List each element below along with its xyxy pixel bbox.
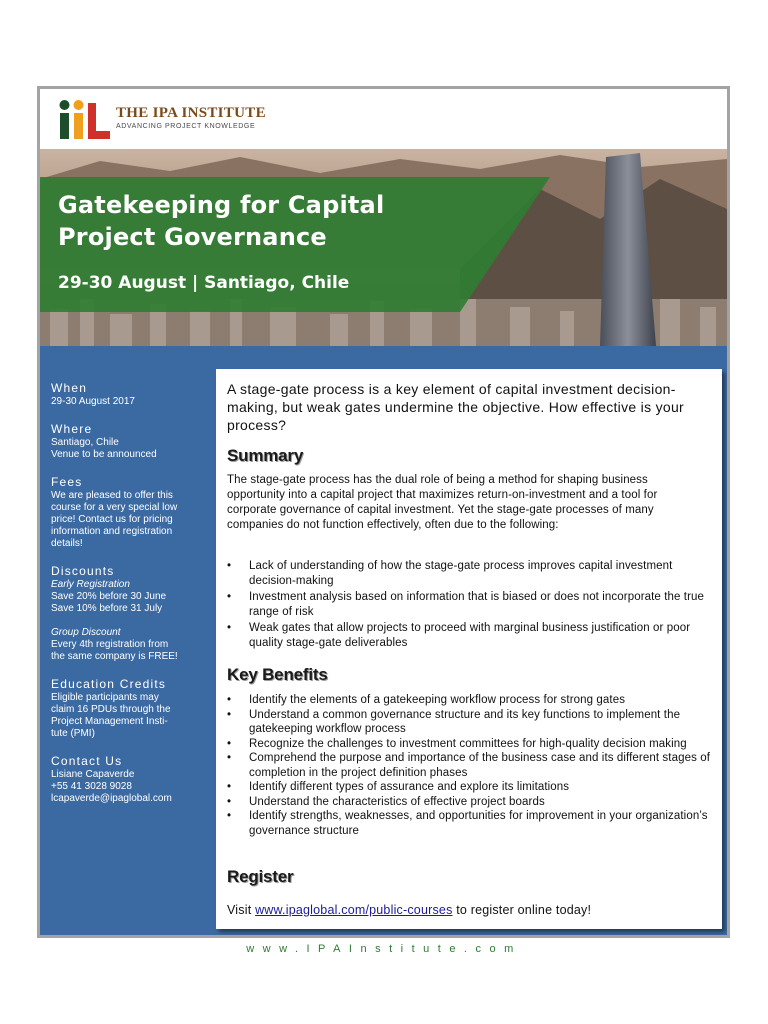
contact-phone: +55 41 3028 9028 <box>51 781 132 792</box>
when-value: 29-30 August 2017 <box>51 396 135 407</box>
where-section <box>51 423 211 461</box>
list-item: • Recognize the challenges to investment committees for high-quality decision making <box>227 737 687 750</box>
brand-name: THE IPA INSTITUTE <box>116 105 266 121</box>
group-line: Every 4th registration from <box>51 639 169 650</box>
list-item: • Identify strengths, weaknesses, and opportunities for improvement in your organization’s governance structure <box>227 810 708 837</box>
contact-email[interactable]: lcapaverde@ipaglobal.com <box>51 793 172 804</box>
list-item: • Comprehend the purpose and importance of the business case and its different stages of completion in the project definition phases <box>227 752 711 779</box>
fees-heading: Fees <box>51 475 83 489</box>
list-item: • Weak gates that allow projects to proceed with marginal business justification or poor quality stage-gate deliverables <box>227 622 691 649</box>
register-text: Visit www.ipaglobal.com/public-courses to register online today! <box>227 903 592 917</box>
register-link[interactable]: www.ipaglobal.com/public-courses <box>255 903 453 917</box>
group-line: the same company is FREE! <box>51 651 178 662</box>
key-benefits-heading: Key Benefits <box>227 665 328 684</box>
edu-line: Eligible participants may <box>51 692 159 703</box>
brand <box>116 105 266 130</box>
lead-text: A stage-gate process is a key element of capital investment decision-making, but weak gates undermine the objective. How effective is your process? <box>227 381 685 433</box>
contact-heading: Contact Us <box>51 754 123 768</box>
footer-url[interactable]: www.IPAInstitute.com <box>246 943 522 955</box>
where-heading: Where <box>51 422 93 436</box>
early-line: Save 10% before 31 July <box>51 603 163 614</box>
where-venue: Venue to be announced <box>51 449 157 460</box>
early-registration-label: Early Registration <box>51 579 130 590</box>
education-credits-heading: Education Credits <box>51 677 167 691</box>
edu-line: Project Management Insti- <box>51 716 168 727</box>
summary-bullet-list <box>227 559 717 650</box>
ipa-logo-icon <box>58 99 114 141</box>
sidebar <box>51 382 211 820</box>
flyer-frame <box>37 86 730 938</box>
brand-tagline: ADVANCING PROJECT KNOWLEDGE <box>116 123 256 130</box>
list-item: • Understand the characteristics of effective project boards <box>227 795 545 808</box>
banner-date-location: 29-30 August | Santiago, Chile <box>58 273 350 293</box>
summary-heading: Summary <box>227 446 304 465</box>
summary-text: The stage-gate process has the dual role of being a method for shaping business opportunity into a capital project that maximizes return-on-investment and a tool for corporate governance of capital investment. Yet the stage-gate processes of many companies do not function effectively, often due to the following: <box>227 474 658 531</box>
main-panel <box>216 369 722 929</box>
list-item: • Understand a common governance structure and its key functions to implement the gatekeeping workflow process <box>227 708 681 735</box>
group-discount-label: Group Discount <box>51 627 121 638</box>
fees-line: details! <box>51 538 83 549</box>
when-section <box>51 382 211 408</box>
header <box>40 89 727 149</box>
early-line: Save 20% before 30 June <box>51 591 167 602</box>
list-item: • Identify different types of assurance and explore its limitations <box>227 781 570 793</box>
discounts-section <box>51 565 211 663</box>
when-heading: When <box>51 381 88 395</box>
fees-section <box>51 476 211 550</box>
benefits-list <box>227 693 717 838</box>
discounts-heading: Discounts <box>51 564 115 578</box>
list-item: • Lack of understanding of how the stage-gate process improves capital investment decision-making <box>227 560 673 587</box>
where-city: Santiago, Chile <box>51 437 119 448</box>
register-heading: Register <box>227 867 294 886</box>
fees-line: information and registration <box>51 526 173 537</box>
fees-line: course for a very special low <box>51 502 178 513</box>
hero-banner <box>40 149 727 346</box>
banner-title-line1: Gatekeeping for Capital <box>58 191 385 219</box>
list-item: • Identify the elements of a gatekeeping workflow process for strong gates <box>227 694 626 706</box>
list-item: • Investment analysis based on information that is biased or does not incorporate the true range of risk <box>227 591 705 618</box>
banner-text <box>58 189 384 293</box>
banner-title-line2: Project Governance <box>58 223 327 251</box>
edu-line: claim 16 PDUs through the <box>51 704 171 715</box>
contact-section <box>51 755 211 805</box>
education-credits-section <box>51 678 211 740</box>
contact-name: Lisiane Capaverde <box>51 769 135 780</box>
fees-line: price! Contact us for pricing <box>51 514 173 525</box>
fees-line: We are pleased to offer this <box>51 490 173 501</box>
edu-line: tute (PMI) <box>51 728 95 739</box>
content-area <box>40 346 727 935</box>
